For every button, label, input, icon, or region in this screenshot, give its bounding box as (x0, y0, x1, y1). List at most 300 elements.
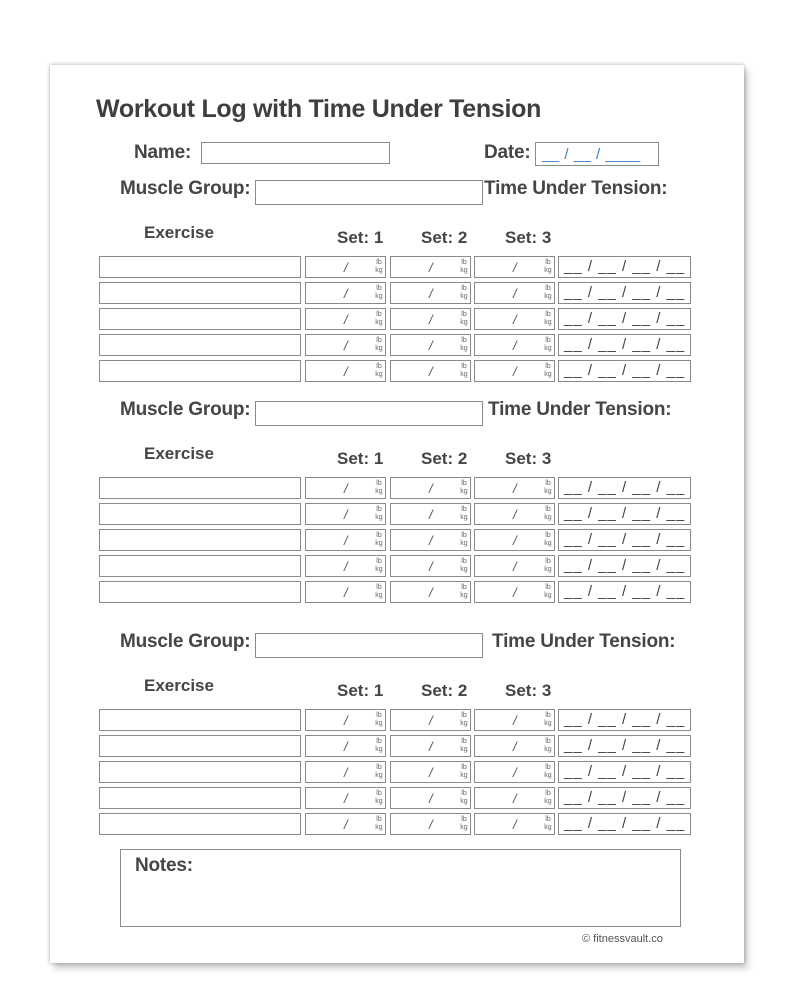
set-1-header: Set: 1 (337, 228, 384, 247)
unit-label (458, 285, 470, 301)
set-3-weight-cell[interactable] (474, 282, 555, 304)
unit-kg-label: kg (375, 746, 383, 753)
unit-lb-label: lb (461, 311, 467, 318)
time-under-tension-field[interactable] (558, 581, 691, 603)
set-1-weight-cell[interactable] (305, 529, 386, 551)
unit-label (542, 532, 554, 548)
set-3-weight-cell[interactable] (474, 503, 555, 525)
exercise-input[interactable] (99, 555, 301, 577)
unit-lb-label: lb (461, 506, 467, 513)
set-1-weight-cell[interactable] (305, 360, 386, 382)
set-3-header: Set: 3 (505, 681, 552, 700)
unit-lb-label: lb (545, 712, 551, 719)
weight-reps-divider: / (344, 559, 348, 574)
weight-reps-divider: / (513, 533, 517, 548)
unit-kg-label: kg (375, 488, 383, 495)
date-field[interactable] (535, 142, 659, 166)
unit-kg-label: kg (375, 566, 383, 573)
set-1-weight-cell[interactable] (305, 503, 386, 525)
set-2-weight-cell[interactable] (390, 581, 471, 603)
set-2-header: Set: 2 (421, 228, 468, 247)
unit-lb-label: lb (545, 764, 551, 771)
weight-reps-divider: / (429, 312, 433, 327)
unit-kg-label: kg (375, 798, 383, 805)
unit-label (458, 363, 470, 379)
unit-label (542, 790, 554, 806)
unit-kg-label: kg (375, 540, 383, 547)
exercise-input[interactable] (99, 477, 301, 499)
exercise-input[interactable] (99, 334, 301, 356)
name-label: Name: (134, 142, 192, 163)
time-under-tension-field[interactable] (558, 787, 691, 809)
exercise-input[interactable] (99, 761, 301, 783)
set-2-weight-cell[interactable] (390, 813, 471, 835)
unit-lb-label: lb (545, 259, 551, 266)
unit-lb-label: lb (376, 363, 382, 370)
unit-lb-label: lb (461, 584, 467, 591)
unit-lb-label: lb (545, 558, 551, 565)
unit-lb-label: lb (545, 738, 551, 745)
unit-label (458, 506, 470, 522)
weight-reps-divider: / (513, 338, 517, 353)
unit-kg-label: kg (460, 824, 468, 831)
tut-placeholder: __ / __ / __ / __ (564, 815, 686, 832)
time-under-tension-label: Time Under Tension: (484, 178, 668, 199)
tut-placeholder: __ / __ / __ / __ (564, 789, 686, 806)
unit-kg-label: kg (544, 746, 552, 753)
unit-kg-label: kg (375, 772, 383, 779)
set-3-weight-cell[interactable] (474, 555, 555, 577)
unit-kg-label: kg (544, 488, 552, 495)
weight-reps-divider: / (513, 791, 517, 806)
weight-reps-divider: / (429, 286, 433, 301)
set-2-weight-cell[interactable] (390, 477, 471, 499)
unit-label (542, 311, 554, 327)
unit-label (458, 311, 470, 327)
weight-reps-divider: / (513, 481, 517, 496)
exercise-input[interactable] (99, 256, 301, 278)
muscle-group-label: Muscle Group: (120, 399, 251, 420)
time-under-tension-field[interactable] (558, 477, 691, 499)
unit-label (373, 285, 385, 301)
set-2-weight-cell[interactable] (390, 308, 471, 330)
unit-kg-label: kg (375, 345, 383, 352)
unit-lb-label: lb (461, 764, 467, 771)
unit-kg-label: kg (460, 371, 468, 378)
set-2-weight-cell[interactable] (390, 709, 471, 731)
unit-kg-label: kg (375, 319, 383, 326)
time-under-tension-field[interactable] (558, 360, 691, 382)
unit-lb-label: lb (376, 816, 382, 823)
unit-label (373, 532, 385, 548)
tut-placeholder: __ / __ / __ / __ (564, 258, 686, 275)
unit-kg-label: kg (460, 798, 468, 805)
unit-label (373, 738, 385, 754)
unit-label (373, 259, 385, 275)
set-3-weight-cell[interactable] (474, 581, 555, 603)
unit-lb-label: lb (545, 285, 551, 292)
exercise-input[interactable] (99, 529, 301, 551)
unit-label (542, 363, 554, 379)
weight-reps-divider: / (429, 739, 433, 754)
unit-kg-label: kg (544, 514, 552, 521)
set-1-header: Set: 1 (337, 449, 384, 468)
set-3-weight-cell[interactable] (474, 334, 555, 356)
weight-reps-divider: / (429, 765, 433, 780)
weight-reps-divider: / (429, 260, 433, 275)
unit-label (458, 480, 470, 496)
unit-label (458, 712, 470, 728)
unit-kg-label: kg (460, 566, 468, 573)
unit-lb-label: lb (376, 790, 382, 797)
set-2-weight-cell[interactable] (390, 529, 471, 551)
unit-label (373, 712, 385, 728)
unit-lb-label: lb (545, 790, 551, 797)
unit-label (373, 337, 385, 353)
set-3-weight-cell[interactable] (474, 709, 555, 731)
weight-reps-divider: / (513, 739, 517, 754)
notes-box[interactable] (120, 849, 681, 927)
time-under-tension-field[interactable] (558, 813, 691, 835)
unit-label (542, 506, 554, 522)
time-under-tension-field[interactable] (558, 503, 691, 525)
unit-kg-label: kg (375, 293, 383, 300)
unit-lb-label: lb (461, 738, 467, 745)
unit-lb-label: lb (376, 738, 382, 745)
unit-kg-label: kg (460, 772, 468, 779)
time-under-tension-field[interactable] (558, 334, 691, 356)
set-2-weight-cell[interactable] (390, 735, 471, 757)
time-under-tension-field[interactable] (558, 735, 691, 757)
set-2-header: Set: 2 (421, 449, 468, 468)
set-3-weight-cell[interactable] (474, 256, 555, 278)
tut-placeholder: __ / __ / __ / __ (564, 505, 686, 522)
unit-kg-label: kg (460, 592, 468, 599)
unit-lb-label: lb (376, 506, 382, 513)
weight-reps-divider: / (344, 817, 348, 832)
unit-lb-label: lb (545, 311, 551, 318)
unit-lb-label: lb (461, 558, 467, 565)
unit-label (458, 738, 470, 754)
weight-reps-divider: / (344, 585, 348, 600)
weight-reps-divider: / (344, 533, 348, 548)
exercise-input[interactable] (99, 503, 301, 525)
set-1-weight-cell[interactable] (305, 282, 386, 304)
unit-kg-label: kg (544, 540, 552, 547)
weight-reps-divider: / (344, 507, 348, 522)
unit-label (373, 790, 385, 806)
weight-reps-divider: / (429, 559, 433, 574)
unit-lb-label: lb (376, 764, 382, 771)
set-2-weight-cell[interactable] (390, 256, 471, 278)
time-under-tension-label: Time Under Tension: (488, 399, 672, 420)
tut-placeholder: __ / __ / __ / __ (564, 531, 686, 548)
unit-kg-label: kg (544, 720, 552, 727)
unit-kg-label: kg (460, 488, 468, 495)
set-1-weight-cell[interactable] (305, 477, 386, 499)
weight-reps-divider: / (429, 533, 433, 548)
time-under-tension-label: Time Under Tension: (492, 631, 676, 652)
unit-kg-label: kg (460, 293, 468, 300)
page-title: Workout Log with Time Under Tension (96, 95, 542, 123)
weight-reps-divider: / (344, 312, 348, 327)
time-under-tension-field[interactable] (558, 529, 691, 551)
unit-kg-label: kg (375, 371, 383, 378)
tut-placeholder: __ / __ / __ / __ (564, 763, 686, 780)
set-1-header: Set: 1 (337, 681, 384, 700)
unit-lb-label: lb (461, 712, 467, 719)
unit-label (458, 584, 470, 600)
unit-kg-label: kg (375, 592, 383, 599)
exercise-input[interactable] (99, 709, 301, 731)
unit-lb-label: lb (461, 259, 467, 266)
weight-reps-divider: / (513, 713, 517, 728)
unit-label (542, 337, 554, 353)
exercise-input[interactable] (99, 282, 301, 304)
unit-label (458, 259, 470, 275)
unit-label (542, 738, 554, 754)
muscle-group-label: Muscle Group: (120, 631, 251, 652)
unit-label (373, 584, 385, 600)
tut-placeholder: __ / __ / __ / __ (564, 557, 686, 574)
unit-label (542, 584, 554, 600)
set-1-weight-cell[interactable] (305, 555, 386, 577)
unit-label (373, 506, 385, 522)
exercise-input[interactable] (99, 813, 301, 835)
tut-placeholder: __ / __ / __ / __ (564, 336, 686, 353)
weight-reps-divider: / (344, 739, 348, 754)
unit-kg-label: kg (460, 514, 468, 521)
weight-reps-divider: / (513, 364, 517, 379)
weight-reps-divider: / (513, 559, 517, 574)
unit-kg-label: kg (544, 293, 552, 300)
time-under-tension-field[interactable] (558, 308, 691, 330)
muscle-group-field[interactable] (255, 401, 483, 426)
time-under-tension-field[interactable] (558, 555, 691, 577)
weight-reps-divider: / (429, 817, 433, 832)
set-2-weight-cell[interactable] (390, 282, 471, 304)
unit-lb-label: lb (545, 506, 551, 513)
weight-reps-divider: / (429, 364, 433, 379)
unit-label (458, 558, 470, 574)
footer-copyright: © fitnessvault.co (582, 933, 663, 945)
unit-label (373, 816, 385, 832)
tut-placeholder: __ / __ / __ / __ (564, 284, 686, 301)
unit-lb-label: lb (461, 337, 467, 344)
unit-label (458, 764, 470, 780)
exercise-header: Exercise (144, 223, 214, 242)
date-placeholder: __ / __ / ____ (542, 146, 641, 163)
unit-label (542, 259, 554, 275)
name-field[interactable] (201, 142, 390, 164)
unit-lb-label: lb (376, 259, 382, 266)
weight-reps-divider: / (429, 791, 433, 806)
unit-lb-label: lb (545, 816, 551, 823)
unit-label (373, 480, 385, 496)
unit-label (542, 764, 554, 780)
unit-kg-label: kg (544, 566, 552, 573)
weight-reps-divider: / (513, 312, 517, 327)
set-2-header: Set: 2 (421, 681, 468, 700)
set-3-header: Set: 3 (505, 449, 552, 468)
tut-placeholder: __ / __ / __ / __ (564, 737, 686, 754)
set-3-weight-cell[interactable] (474, 477, 555, 499)
set-3-weight-cell[interactable] (474, 787, 555, 809)
set-2-weight-cell[interactable] (390, 334, 471, 356)
weight-reps-divider: / (344, 364, 348, 379)
unit-kg-label: kg (544, 345, 552, 352)
unit-lb-label: lb (461, 363, 467, 370)
set-3-header: Set: 3 (505, 228, 552, 247)
unit-lb-label: lb (545, 480, 551, 487)
set-1-weight-cell[interactable] (305, 256, 386, 278)
unit-label (542, 480, 554, 496)
weight-reps-divider: / (429, 481, 433, 496)
unit-lb-label: lb (376, 584, 382, 591)
exercise-header: Exercise (144, 676, 214, 695)
unit-kg-label: kg (460, 746, 468, 753)
unit-lb-label: lb (461, 532, 467, 539)
unit-label (373, 764, 385, 780)
tut-placeholder: __ / __ / __ / __ (564, 479, 686, 496)
unit-kg-label: kg (375, 514, 383, 521)
unit-kg-label: kg (544, 592, 552, 599)
unit-kg-label: kg (544, 824, 552, 831)
unit-lb-label: lb (376, 311, 382, 318)
unit-lb-label: lb (545, 584, 551, 591)
unit-lb-label: lb (545, 363, 551, 370)
unit-label (542, 285, 554, 301)
set-1-weight-cell[interactable] (305, 308, 386, 330)
unit-kg-label: kg (544, 371, 552, 378)
date-label: Date: (484, 142, 531, 163)
weight-reps-divider: / (344, 481, 348, 496)
notes-label: Notes: (135, 855, 193, 876)
weight-reps-divider: / (344, 338, 348, 353)
set-3-weight-cell[interactable] (474, 529, 555, 551)
set-3-weight-cell[interactable] (474, 735, 555, 757)
time-under-tension-field[interactable] (558, 282, 691, 304)
unit-label (458, 337, 470, 353)
exercise-input[interactable] (99, 360, 301, 382)
set-3-weight-cell[interactable] (474, 308, 555, 330)
weight-reps-divider: / (513, 507, 517, 522)
time-under-tension-field[interactable] (558, 761, 691, 783)
muscle-group-label: Muscle Group: (120, 178, 251, 199)
unit-kg-label: kg (375, 720, 383, 727)
unit-label (373, 558, 385, 574)
unit-kg-label: kg (375, 267, 383, 274)
unit-kg-label: kg (375, 824, 383, 831)
set-2-weight-cell[interactable] (390, 503, 471, 525)
unit-label (458, 532, 470, 548)
unit-lb-label: lb (376, 285, 382, 292)
set-3-weight-cell[interactable] (474, 813, 555, 835)
set-1-weight-cell[interactable] (305, 334, 386, 356)
weight-reps-divider: / (344, 286, 348, 301)
time-under-tension-field[interactable] (558, 709, 691, 731)
unit-label (542, 712, 554, 728)
unit-lb-label: lb (376, 532, 382, 539)
weight-reps-divider: / (513, 817, 517, 832)
set-1-weight-cell[interactable] (305, 581, 386, 603)
unit-kg-label: kg (544, 798, 552, 805)
set-1-weight-cell[interactable] (305, 709, 386, 731)
set-1-weight-cell[interactable] (305, 813, 386, 835)
weight-reps-divider: / (429, 713, 433, 728)
exercise-input[interactable] (99, 308, 301, 330)
unit-kg-label: kg (460, 540, 468, 547)
weight-reps-divider: / (429, 585, 433, 600)
set-1-weight-cell[interactable] (305, 787, 386, 809)
set-3-weight-cell[interactable] (474, 360, 555, 382)
unit-lb-label: lb (376, 558, 382, 565)
exercise-input[interactable] (99, 735, 301, 757)
muscle-group-field[interactable] (255, 633, 483, 658)
unit-label (542, 816, 554, 832)
unit-kg-label: kg (460, 267, 468, 274)
weight-reps-divider: / (344, 713, 348, 728)
unit-kg-label: kg (460, 345, 468, 352)
set-2-weight-cell[interactable] (390, 761, 471, 783)
unit-lb-label: lb (461, 816, 467, 823)
set-2-weight-cell[interactable] (390, 360, 471, 382)
exercise-input[interactable] (99, 581, 301, 603)
unit-lb-label: lb (545, 337, 551, 344)
unit-kg-label: kg (544, 772, 552, 779)
set-3-weight-cell[interactable] (474, 761, 555, 783)
worksheet-page (50, 65, 744, 963)
weight-reps-divider: / (344, 791, 348, 806)
tut-placeholder: __ / __ / __ / __ (564, 362, 686, 379)
exercise-input[interactable] (99, 787, 301, 809)
unit-kg-label: kg (460, 319, 468, 326)
unit-kg-label: kg (460, 720, 468, 727)
weight-reps-divider: / (513, 260, 517, 275)
unit-label (373, 311, 385, 327)
unit-lb-label: lb (545, 532, 551, 539)
set-2-weight-cell[interactable] (390, 555, 471, 577)
time-under-tension-field[interactable] (558, 256, 691, 278)
unit-label (373, 363, 385, 379)
tut-placeholder: __ / __ / __ / __ (564, 711, 686, 728)
unit-label (542, 558, 554, 574)
exercise-header: Exercise (144, 444, 214, 463)
unit-kg-label: kg (544, 319, 552, 326)
weight-reps-divider: / (513, 286, 517, 301)
set-1-weight-cell[interactable] (305, 761, 386, 783)
set-1-weight-cell[interactable] (305, 735, 386, 757)
weight-reps-divider: / (513, 765, 517, 780)
unit-label (458, 816, 470, 832)
unit-lb-label: lb (376, 480, 382, 487)
weight-reps-divider: / (513, 585, 517, 600)
tut-placeholder: __ / __ / __ / __ (564, 583, 686, 600)
weight-reps-divider: / (429, 507, 433, 522)
unit-lb-label: lb (376, 712, 382, 719)
unit-lb-label: lb (376, 337, 382, 344)
tut-placeholder: __ / __ / __ / __ (564, 310, 686, 327)
weight-reps-divider: / (344, 765, 348, 780)
weight-reps-divider: / (429, 338, 433, 353)
unit-lb-label: lb (461, 790, 467, 797)
set-2-weight-cell[interactable] (390, 787, 471, 809)
unit-kg-label: kg (544, 267, 552, 274)
muscle-group-field[interactable] (255, 180, 483, 205)
unit-label (458, 790, 470, 806)
weight-reps-divider: / (344, 260, 348, 275)
unit-lb-label: lb (461, 480, 467, 487)
